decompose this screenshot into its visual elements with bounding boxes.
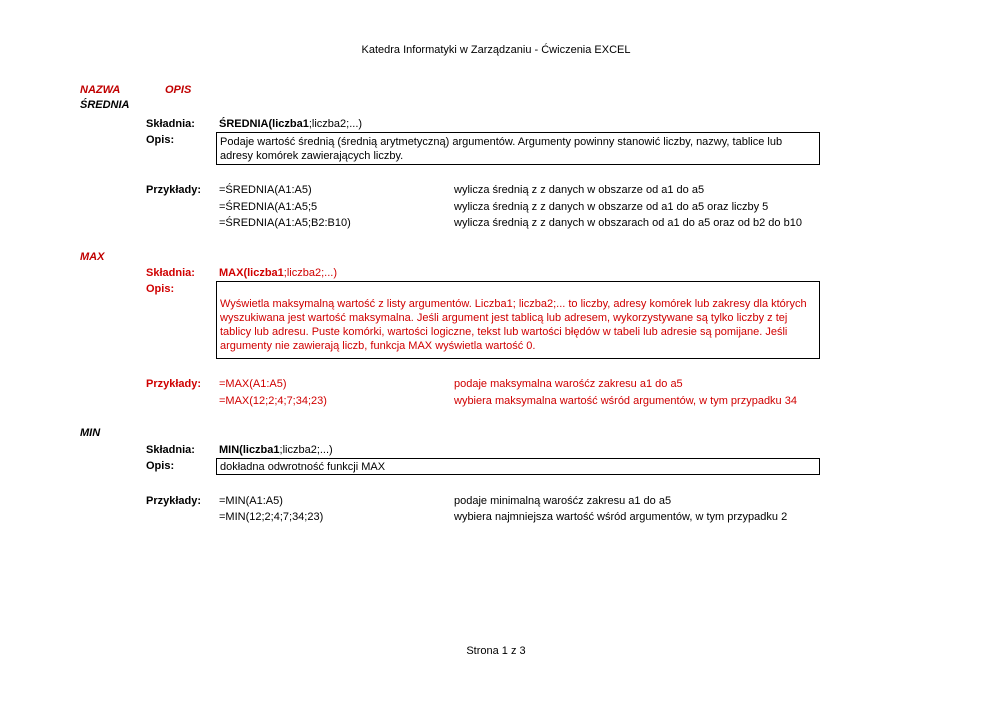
syntax-bold-max: MAX(liczba1 xyxy=(219,267,284,279)
example-note: wylicza średnią z z danych w obszarach od a1 do a5 oraz od b2 do b10 xyxy=(454,217,802,229)
page-header: Katedra Informatyki w Zarządzaniu - Ćwiczenia EXCEL xyxy=(361,44,631,56)
desc-label-srednia: Opis: xyxy=(146,134,175,146)
syntax-rest-max: ;liczba2;...) xyxy=(283,267,337,279)
syntax-label-max: Składnia: xyxy=(146,267,195,279)
description-box-min: dokładna odwrotność funkcji MAX xyxy=(216,458,820,475)
function-name-srednia: ŚREDNIA xyxy=(80,99,130,111)
example-note: wybiera maksymalna wartość wśród argumentów, w tym przypadku 34 xyxy=(454,395,797,407)
example-formula: =MAX(12;2;4;7;34;23) xyxy=(219,395,327,407)
desc-label-min: Opis: xyxy=(146,460,175,472)
example-formula: =MIN(A1:A5) xyxy=(219,495,283,507)
syntax-srednia xyxy=(219,118,362,130)
example-formula: =ŚREDNIA(A1:A5) xyxy=(219,184,312,196)
example-formula: =MAX(A1:A5) xyxy=(219,378,287,390)
examples-label-srednia: Przykłady: xyxy=(146,184,202,196)
syntax-rest-min: ;liczba2;...) xyxy=(279,444,333,456)
example-note: wylicza średnią z z danych w obszarze od a1 do a5 xyxy=(454,184,705,196)
example-formula: =ŚREDNIA(A1:A5;B2:B10) xyxy=(219,217,351,229)
example-note: wybiera najmniejsza wartość wśród argumentów, w tym przypadku 2 xyxy=(454,511,788,523)
desc-label-max: Opis: xyxy=(146,283,175,295)
syntax-bold-min: MIN(liczba1 xyxy=(219,444,280,456)
syntax-min xyxy=(219,444,333,456)
description-box-max: Wyświetla maksymalną wartość z listy argumentów. Liczba1; liczba2;... to liczby, adresy komórek lub zakresy dla których wyszukiwana jest wartość maksymalna. Jeśli argument jest tablicą lub adresem, wykorzystywane są tylko liczby z tej tablicy lub adresu. Puste komórki, wartości logiczne, tekst lub wartości błędów w tabeli lub adresie są pomijane. Jeśli argumenty nie zawierają liczb, funkcja MAX wyświetla wartość 0. xyxy=(216,281,820,359)
syntax-rest-srednia: ;liczba2;...) xyxy=(308,118,363,130)
example-note: wylicza średnią z z danych w obszarze od a1 do a5 oraz liczby 5 xyxy=(454,201,769,213)
example-note: podaje minimalną warośćz zakresu a1 do a5 xyxy=(454,495,672,507)
syntax-label-min: Składnia: xyxy=(146,444,195,456)
syntax-bold-srednia: ŚREDNIA(liczba1 xyxy=(219,118,309,130)
column-heading-desc: OPIS xyxy=(165,84,192,96)
column-heading-name: NAZWA xyxy=(80,84,121,96)
example-note: podaje maksymalna warośćz zakresu a1 do a5 xyxy=(454,378,683,390)
syntax-max xyxy=(219,267,337,279)
examples-label-min: Przykłady: xyxy=(146,495,202,507)
example-formula: =MIN(12;2;4;7;34;23) xyxy=(219,511,324,523)
example-formula: =ŚREDNIA(A1:A5;5 xyxy=(219,201,318,213)
function-name-min: MIN xyxy=(80,427,101,439)
syntax-label-srednia: Składnia: xyxy=(146,118,195,130)
page-footer: Strona 1 z 3 xyxy=(466,645,526,657)
description-box-srednia: Podaje wartość średnią (średnią arytmetyczną) argumentów. Argumenty powinny stanowić liczby, nazwy, tablice lub adresy komórek zawierających liczby. xyxy=(216,132,820,165)
examples-label-max: Przykłady: xyxy=(146,378,202,390)
function-name-max: MAX xyxy=(80,251,105,263)
